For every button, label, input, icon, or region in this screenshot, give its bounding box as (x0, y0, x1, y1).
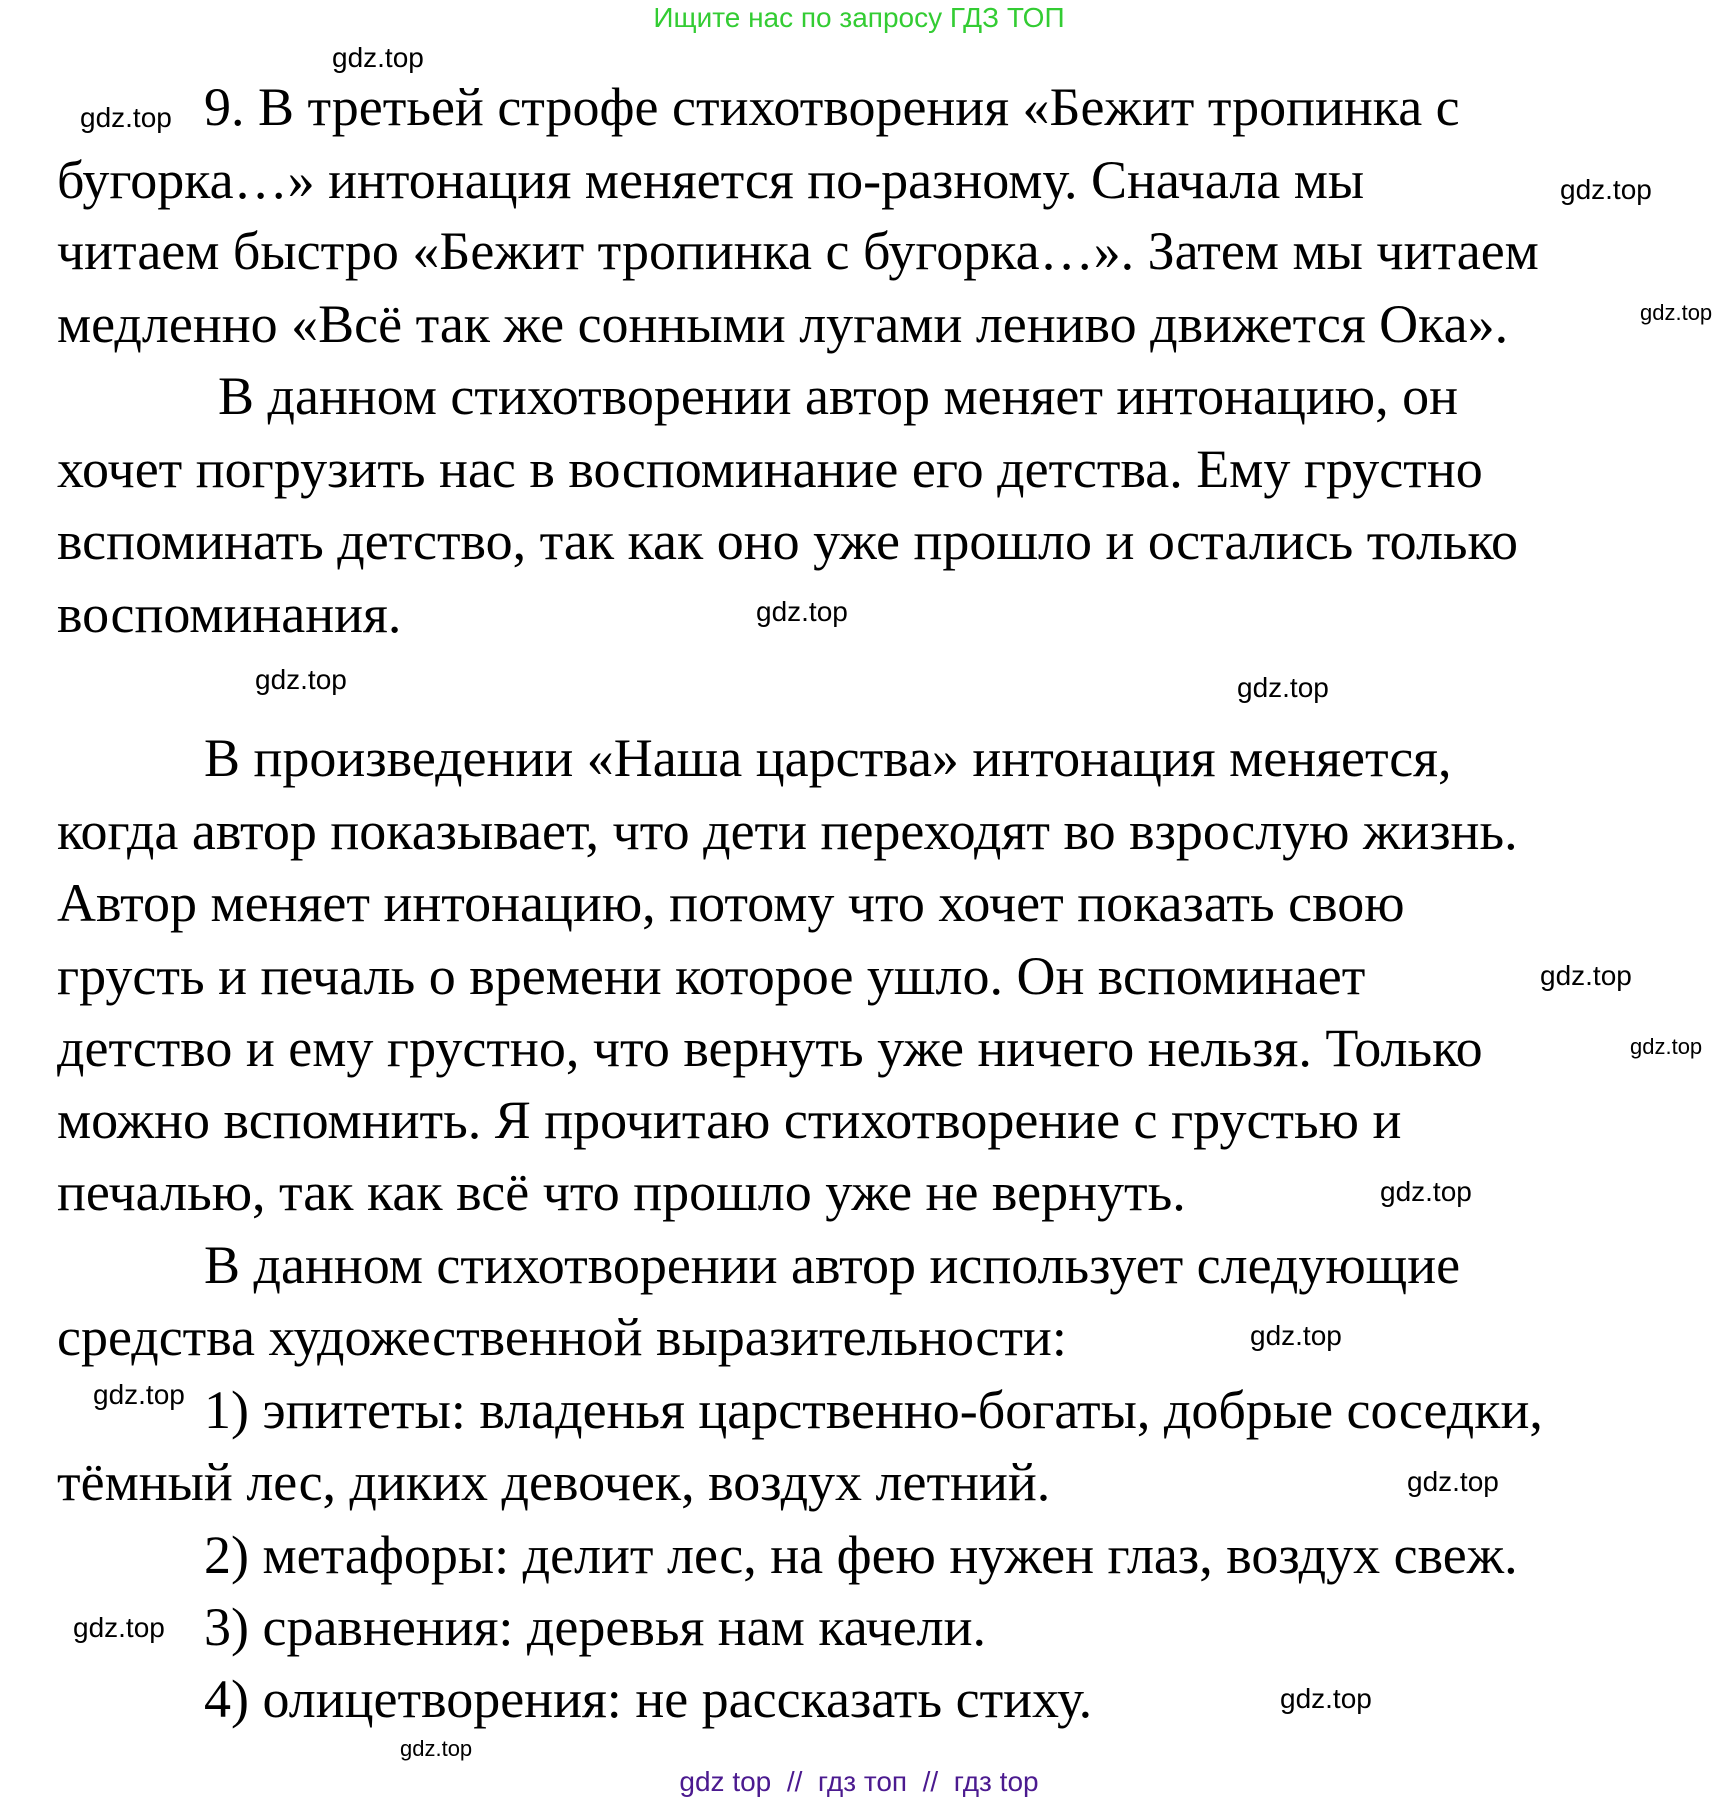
search-hint-banner: Ищите нас по запросу ГДЗ ТОП (653, 2, 1065, 33)
text-line: средства художественной выразительности: (57, 1307, 1067, 1367)
text-line: В произведении «Наша царства» интонация меняется, (204, 728, 1452, 788)
watermark: gdz.top (400, 1736, 473, 1761)
text-line: грусть и печаль о времени которое ушло. Он вспоминает (57, 946, 1366, 1006)
text-line: бугорка…» интонация меняется по-разному. Сначала мы (57, 150, 1365, 210)
watermark: gdz.top (255, 664, 347, 695)
watermark: gdz.top (93, 1379, 185, 1410)
text-line: воспоминания. (57, 584, 402, 644)
watermark: gdz.top (1280, 1683, 1372, 1714)
watermark: gdz.top (1640, 300, 1713, 325)
watermark: gdz.top (756, 596, 848, 627)
text-line: читаем быстро «Бежит тропинка с бугорка…». Затем мы читаем (57, 221, 1539, 281)
text-line: Автор меняет интонацию, потому что хочет показать свою (57, 873, 1405, 933)
text-line: когда автор показывает, что дети переходят во взрослую жизнь. (57, 801, 1518, 861)
watermark: gdz.top (1540, 960, 1632, 991)
text-line: 4) олицетворения: не рассказать стиху. (204, 1669, 1093, 1729)
text-line: В данном стихотворении автор меняет интонацию, он (218, 366, 1459, 426)
watermark: gdz.top (332, 42, 424, 73)
text-line: вспоминать детство, так как оно уже прошло и остались только (57, 511, 1519, 571)
text-line: тёмный лес, диких девочек, воздух летний. (57, 1452, 1051, 1512)
text-line: детство и ему грустно, что вернуть уже ничего нельзя. Только (57, 1018, 1483, 1078)
watermark: gdz.top (73, 1612, 165, 1643)
text-line: печалью, так как всё что прошло уже не вернуть. (57, 1162, 1186, 1222)
text-line: В данном стихотворении автор использует следующие (204, 1235, 1461, 1295)
footer-links: gdz top // гдз топ // гдз top (679, 1766, 1039, 1797)
text-line: медленно «Всё так же сонными лугами лениво движется Ока». (57, 294, 1509, 354)
text-line: хочет погрузить нас в воспоминание его детства. Ему грустно (57, 439, 1483, 499)
watermark: gdz.top (80, 102, 172, 133)
text-line: можно вспомнить. Я прочитаю стихотворение с грустью и (57, 1090, 1402, 1150)
watermark: gdz.top (1560, 174, 1652, 205)
text-line: 3) сравнения: деревья нам качели. (204, 1597, 987, 1657)
text-line: 9. В третьей строфе стихотворения «Бежит тропинка с (204, 77, 1460, 137)
watermark: gdz.top (1630, 1034, 1703, 1059)
text-line: 2) метафоры: делит лес, на фею нужен глаз, воздух свеж. (204, 1525, 1518, 1585)
watermark: gdz.top (1237, 672, 1329, 703)
text-line: 1) эпитеты: владенья царственно-богаты, добрые соседки, (204, 1380, 1543, 1440)
watermark: gdz.top (1380, 1176, 1472, 1207)
watermark: gdz.top (1250, 1320, 1342, 1351)
watermark: gdz.top (1407, 1466, 1499, 1497)
